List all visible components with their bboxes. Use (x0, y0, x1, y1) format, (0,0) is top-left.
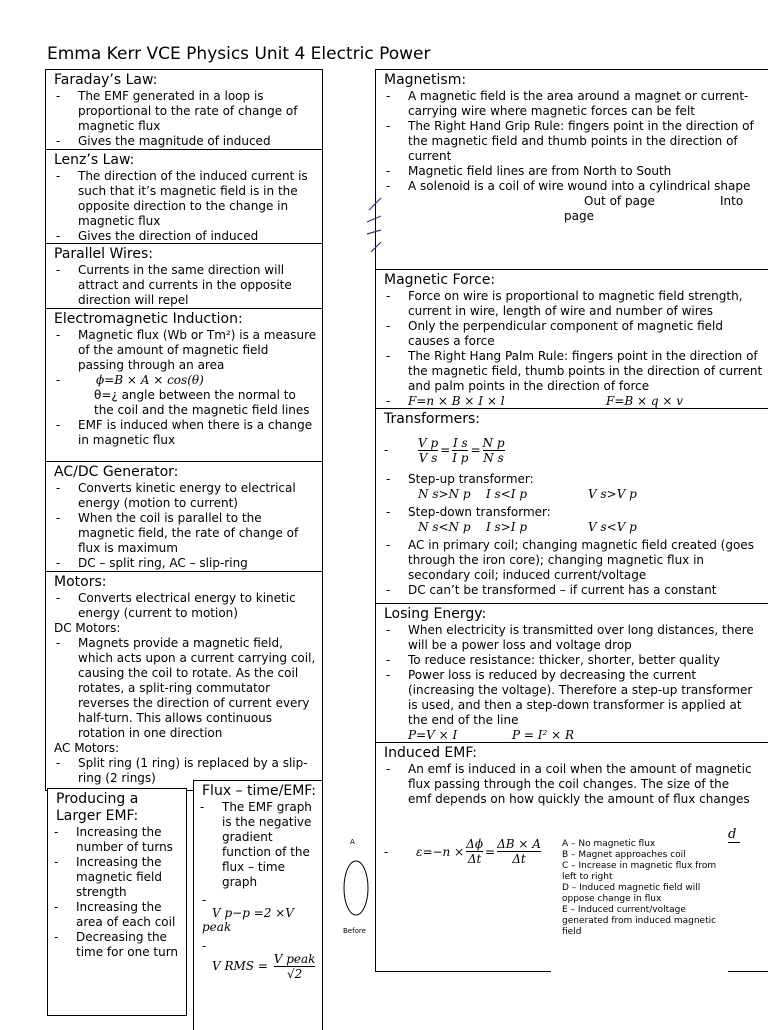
force-formula-2: F=B × q × v (606, 394, 684, 408)
bottom-rule (375, 971, 551, 972)
list-item: - Gives the magnitude of induced (54, 134, 318, 149)
list-item: - Step-up transformer: (384, 472, 764, 487)
losing-energy-heading: Losing Energy: (384, 606, 487, 622)
list-item: - Magnets provide a magnetic field, which acts upon a current carrying coil, causing the coil to rotate. As the coil rotates, a split-ring commutator reverses the direction of current every half-turn. This allows continuous rotation in one direction (54, 636, 318, 741)
larger-emf-heading: Producing a Larger EMF: (56, 791, 139, 824)
losing-energy-box (375, 603, 768, 743)
parallel-heading: Parallel Wires: (54, 246, 153, 262)
note-a: A – No magnetic flux (562, 839, 656, 849)
ac-motors-label: AC Motors: (54, 741, 120, 755)
stepup-relations: N s>N p I s<I p V s>V p (418, 487, 637, 501)
note-c: C – Increase in magnetic flux from left to right (562, 861, 717, 882)
transformers-box (375, 408, 768, 604)
dc-motors-label: DC Motors: (54, 621, 121, 635)
list-item: - Force on wire is proportional to magnetic field strength, current in wire, length of wire and number of wires (384, 289, 764, 319)
faraday-box (45, 69, 323, 150)
transformer-ratio: - $\frac{\text{V p}}{\text{V s}}$ = $\frac{\text{I s}}{\text{I p}}$ = $\frac{\text{N p}}{\text{N s}}$ (384, 435, 505, 465)
list-item: - Step-down transformer: (384, 505, 764, 520)
larger-emf-box (47, 788, 187, 1016)
list-item: - The EMF graph is the negative gradient function of the flux – time graph (198, 800, 318, 890)
lenz-heading: Lenz’s Law: (54, 152, 135, 168)
list-item: - The direction of the induced current is such that it’s magnetic field is in the opposite direction to the change in magnetic flux (54, 169, 318, 229)
note-d: D – Induced magnetic field will oppose change in flux (562, 883, 701, 904)
list-item: - Only the perpendicular component of magnetic field causes a force (384, 319, 764, 349)
list-item: - DC can’t be transformed – if current has a constant (384, 583, 764, 598)
list-item: - When the coil is parallel to the magnetic field, the rate of change of flux is maximum (54, 511, 318, 556)
list-item: - When electricity is transmitted over long distances, there will be a power loss and voltage drop (384, 623, 764, 653)
em-induction-heading: Electromagnetic Induction: (54, 311, 243, 327)
power-formulas: P=V × I P = I² × R (408, 728, 575, 742)
theta-line: θ=¿ angle between the normal to the coil and the magnetic field lines (94, 388, 310, 417)
coil-icon (341, 856, 371, 920)
generator-box (45, 461, 323, 572)
parallel-wires-box (45, 243, 323, 309)
stepdown-relations: N s<N p I s>I p V s<V p (418, 520, 637, 534)
motors-heading: Motors: (54, 574, 107, 590)
list-item (54, 373, 318, 388)
list-item: - EMF is induced when there is a change in magnetic flux (54, 418, 318, 448)
vrms-formula: - V RMS = $\frac{\text{V peak}}{√2}$ (202, 939, 316, 981)
list-item: - Magnetic flux (Wb or Tm²) is a measure of the amount of magnetic field passing through an area (54, 328, 318, 373)
list-item: - Converts electrical energy to kinetic energy (current to motion) (54, 591, 318, 621)
flux-time-box (193, 780, 323, 1030)
list-item: - Increasing the magnetic field strength (52, 855, 182, 900)
list-item: - Increasing the area of each coil (52, 900, 182, 930)
generator-heading: AC/DC Generator: (54, 464, 179, 480)
vpp-formula: - V p−p =2 ×V peak (202, 893, 294, 934)
list-item: - The Right Hand Grip Rule: fingers point in the direction of the magnetic field and thumb points in the direction of current (384, 119, 764, 164)
magnetism-box (375, 69, 768, 270)
list-item: - To reduce resistance: thicker, shorter, better quality (384, 653, 764, 668)
transformers-heading: Transformers: (384, 411, 481, 427)
flux-notes (562, 839, 732, 938)
list-item: - Gives the direction of induced (54, 229, 318, 244)
motors-box (45, 571, 323, 791)
list-item: - An emf is induced in a coil when the amount of magnetic flux passing through the coil changes. The size of the emf depends on how quickly the amount of flux changes (384, 762, 756, 807)
list-item: - Split ring (1 ring) is replaced by a slip-ring (2 rings) (54, 756, 318, 786)
force-formula-1: F=n × B × I × l (408, 394, 505, 408)
emf-equation: - ε=−n × $\frac{\Delta\phi}{\Delta t}$ = $\frac{\Delta B \times A}{\Delta t}$ (384, 837, 541, 866)
list-item: - Magnetic field lines are from North to South (384, 164, 764, 179)
list-item: - AC in primary coil; changing magnetic field created (goes through the iron core); changing magnetic flux in secondary coil; induced current/voltage (384, 538, 764, 583)
diagram-d-label: d (728, 827, 740, 843)
magnetic-force-heading: Magnetic Force: (384, 272, 496, 288)
list-item: - DC – split ring, AC – slip-ring (54, 556, 318, 571)
induced-emf-heading: Induced EMF: (384, 745, 478, 761)
list-item: - Decreasing the time for one turn (52, 930, 182, 960)
induced-emf-box (375, 742, 768, 972)
diagram-a-label: A (350, 838, 355, 846)
list-item: - Increasing the number of turns (52, 825, 182, 855)
out-of-page-label: Out of page (584, 194, 655, 208)
list-item: - Currents in the same direction will attract and currents in the opposite direction will repel (54, 263, 318, 308)
into-label: Into (720, 194, 744, 208)
list-item: - Power loss is reduced by decreasing the current (increasing the voltage). Therefore a step-up transformer is used, and then a step-down transformer is applied at the end of the line (384, 668, 764, 728)
list-item: - A magnetic field is the area around a magnet or current-carrying wire where magnetic forces can be felt (384, 89, 764, 119)
list-item: - The Right Hang Palm Rule: fingers point in the direction of the magnetic field, thumb points in the direction of current and palm points in the direction of force (384, 349, 764, 394)
flux-formula: ϕ=B × A × cos(θ) (96, 373, 204, 387)
field-lines-icon (363, 196, 383, 256)
page-label: page (564, 209, 594, 223)
bottom-rule-right (728, 971, 768, 972)
magnetism-heading: Magnetism: (384, 72, 467, 88)
note-b: B – Magnet approaches coil (562, 850, 686, 860)
faraday-heading: Faraday’s Law: (54, 72, 158, 88)
magnetic-force-box (375, 269, 768, 409)
lenz-box (45, 149, 323, 244)
page-title: Emma Kerr VCE Physics Unit 4 Electric Power (47, 44, 431, 64)
list-item (384, 394, 764, 409)
diagram-before-label: Before (343, 927, 366, 935)
flux-time-heading: Flux – time/EMF: (202, 783, 316, 799)
note-e: E – Induced current/voltage generated from induced magnetic field (562, 905, 717, 937)
list-item: - The EMF generated in a loop is proportional to the rate of change of magnetic flux (54, 89, 318, 134)
list-item: - A solenoid is a coil of wire wound into a cylindrical shape (384, 179, 764, 194)
list-item: - Converts kinetic energy to electrical energy (motion to current) (54, 481, 318, 511)
em-induction-box (45, 308, 323, 462)
